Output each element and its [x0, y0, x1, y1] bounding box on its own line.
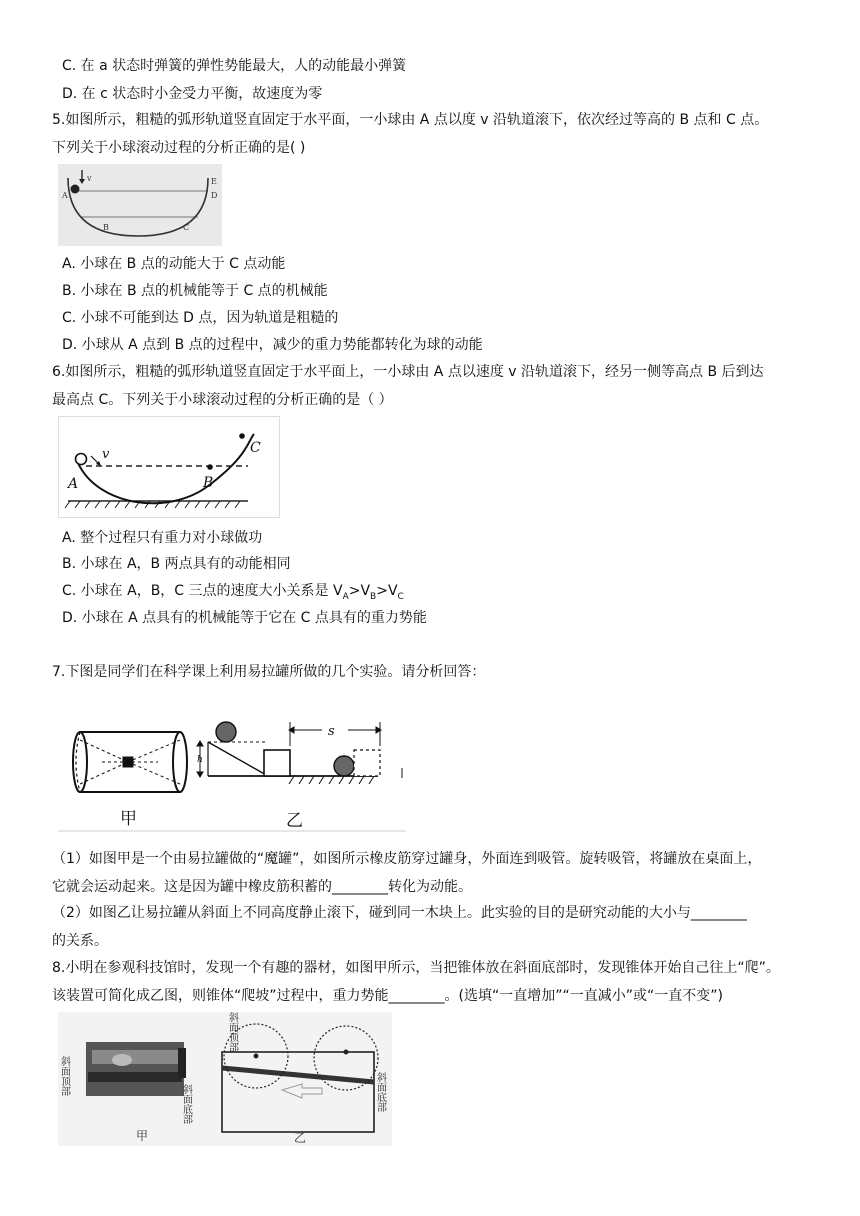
q6-sub-b: B	[370, 591, 377, 602]
q7-label-s: s	[328, 724, 335, 739]
q7-part1-line1: （1）如图甲是一个由易拉罐做的“魔罐”，如图所示橡皮筋穿过罐身，外面连到吸管。旋转吸管，将罐放在桌面上，	[52, 851, 762, 867]
q5-label-d: D	[211, 191, 218, 200]
q5-ball	[71, 185, 80, 194]
q7-part2-line2: 的关系。	[52, 933, 108, 949]
q6-option-c-gt1: >V	[348, 583, 371, 599]
q8-label-top-left: 斜面顶部	[58, 1056, 70, 1096]
q8-label-bottom-left: 斜面底部	[180, 1084, 192, 1124]
q5-label-c: C	[183, 223, 190, 232]
q5-option-a: A. 小球在 B 点的动能大于 C 点动能	[62, 256, 286, 272]
q7-label-h: h	[197, 755, 203, 765]
q8-cone-figure	[58, 1012, 392, 1146]
q7-stem: 7.下图是同学们在科学课上利用易拉罐所做的几个实验。请分析回答：	[52, 664, 486, 680]
q6-label-a: A	[68, 476, 79, 492]
q6-option-c	[62, 581, 404, 607]
q7-can-figure	[58, 712, 408, 834]
q6-label-v: v	[102, 447, 110, 462]
q5-option-d: D. 小球从 A 点到 B 点的过程中，减少的重力势能都转化为球的动能	[62, 337, 483, 353]
q8-label-jia: 甲	[136, 1129, 149, 1143]
q6-option-d: D. 小球在 A 点具有的机械能等于它在 C 点具有的重力势能	[62, 610, 427, 626]
q5-stem-line1: 5.如图所示，粗糙的弧形轨道竖直固定于水平面，一小球由 A 点以度 v 沿轨道滚下，依次经过等高的 B 点和 C 点。	[52, 112, 769, 128]
q6-sub-a: A	[342, 591, 349, 602]
q6-ball	[76, 454, 87, 465]
q8-stem-line2: 该装置可简化成乙图，则锥体“爬坡”过程中，重力势能________。(选填“一直增加”“一直减小”或“一直不变”)	[52, 988, 723, 1004]
q6-option-c-text: C. 小球在 A，B，C 三点的速度大小关系是 V	[62, 583, 343, 599]
q5-option-c: C. 小球不可能到达 D 点，因为轨道是粗糙的	[62, 310, 339, 326]
q6-stem-line2: 最高点 C。下列关于小球滚动过程的分析正确的是（ ）	[52, 392, 393, 408]
q5-label-v: v	[87, 174, 92, 183]
q5-option-b: B. 小球在 B 点的机械能等于 C 点的机械能	[62, 283, 328, 299]
q6-option-b: B. 小球在 A，B 两点具有的动能相同	[62, 556, 291, 572]
q6-track-figure	[58, 416, 280, 518]
q7-figure-yi	[197, 722, 402, 784]
q6-label-b: B	[203, 475, 214, 491]
q8-stem-line1: 8.小明在参观科技馆时，发现一个有趣的器材，如图甲所示，当把锥体放在斜面底部时，发现锥体开始自己往上“爬”。	[52, 960, 780, 976]
q5-label-b: B	[103, 223, 109, 232]
q7-label-jia: 甲	[120, 809, 137, 829]
q8-photo-jia	[86, 1042, 186, 1096]
q5-label-e: E	[211, 177, 217, 186]
q7-part2-line1: （2）如图乙让易拉罐从斜面上不同高度静止滚下，碰到同一木块上。此实验的目的是研究动能的大小与________	[52, 905, 747, 921]
q6-option-c-gt2: >V	[376, 583, 398, 599]
q6-label-c: C	[250, 440, 261, 456]
q5-label-a: A	[62, 191, 68, 200]
q5-track-figure	[58, 164, 222, 246]
q7-part1-line2: 它就会运动起来。这是因为罐中橡皮筋积蓄的________转化为动能。	[52, 879, 472, 895]
q4-option-d: D. 在 c 状态时小金受力平衡，故速度为零	[62, 86, 323, 102]
q7-figure-jia	[73, 732, 187, 792]
q4-option-c: C. 在 a 状态时弹簧的弹性势能最大，人的动能最小弹簧	[62, 58, 407, 74]
q8-label-yi: 乙	[294, 1131, 307, 1145]
q6-stem-line1: 6.如图所示，粗糙的弧形轨道竖直固定于水平面上，一小球由 A 点以速度 v 沿轨道滚下，经另一侧等高点 B 后到达	[52, 364, 764, 380]
q8-label-bottom-right: 斜面底部	[374, 1072, 386, 1112]
q8-label-top-right: 斜面顶部	[226, 1012, 238, 1052]
q5-stem-line2: 下列关于小球滚动过程的分析正确的是( )	[52, 140, 306, 156]
q6-option-a: A. 整个过程只有重力对小球做功	[62, 530, 263, 546]
q7-label-yi: 乙	[286, 811, 303, 831]
q6-sub-c: C	[397, 591, 404, 602]
